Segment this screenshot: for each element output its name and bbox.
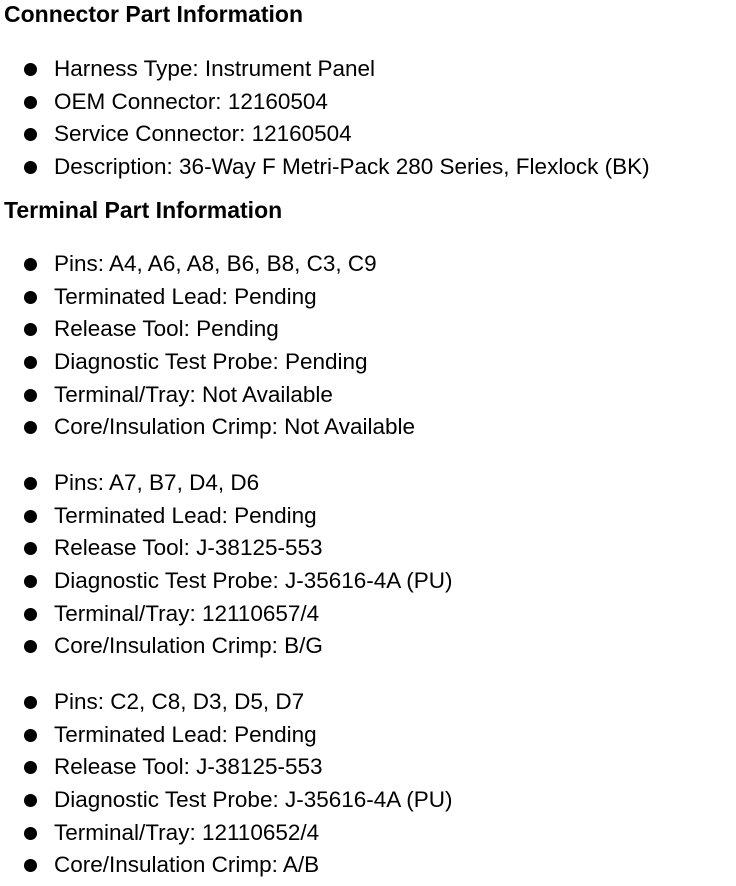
bullet-icon	[24, 96, 37, 109]
harness-type: Harness Type: Instrument Panel	[54, 56, 375, 81]
bullet-icon	[24, 258, 37, 271]
core-insulation-crimp: Core/Insulation Crimp: B/G	[54, 633, 323, 659]
terminal-tray: Terminal/Tray: 12110652/4	[54, 819, 320, 845]
bullet-icon	[24, 640, 37, 653]
bullet-icon	[24, 477, 37, 490]
bullet-icon	[24, 161, 37, 174]
bullet-icon	[24, 794, 37, 807]
oem-connector: OEM Connector: 12160504	[54, 88, 328, 114]
bullet-icon	[24, 389, 37, 402]
terminal-part-heading: Terminal Part Information	[4, 197, 283, 223]
terminated-lead: Terminated Lead: Pending	[54, 721, 317, 747]
bullet-icon	[24, 356, 37, 369]
release-tool: Release Tool: J-38125-553	[54, 754, 323, 780]
terminal-tray: Terminal/Tray: 12110657/4	[54, 600, 320, 626]
terminal-tray: Terminal/Tray: Not Available	[54, 381, 333, 407]
pins: Pins: C2, C8, D3, D5, D7	[54, 689, 305, 714]
diagnostic-test-probe: Diagnostic Test Probe: J-35616-4A (PU)	[54, 787, 453, 813]
release-tool: Release Tool: J-38125-553	[54, 535, 323, 561]
bullet-icon	[24, 510, 37, 523]
pins: Pins: A7, B7, D4, D6	[54, 470, 260, 495]
bullet-icon	[24, 761, 37, 774]
release-tool: Release Tool: Pending	[54, 316, 279, 342]
service-connector: Service Connector: 12160504	[54, 121, 352, 147]
bullet-icon	[24, 608, 37, 621]
diagnostic-test-probe: Diagnostic Test Probe: J-35616-4A (PU)	[54, 568, 453, 594]
bullet-icon	[24, 542, 37, 555]
diagnostic-test-probe: Diagnostic Test Probe: Pending	[54, 349, 368, 375]
core-insulation-crimp: Core/Insulation Crimp: Not Available	[54, 414, 416, 440]
connector-part-heading: Connector Part Information	[4, 1, 304, 27]
bullet-icon	[24, 827, 37, 840]
bullet-icon	[24, 859, 37, 872]
bullet-icon	[24, 291, 37, 304]
core-insulation-crimp: Core/Insulation Crimp: A/B	[54, 852, 320, 878]
bullet-icon	[24, 421, 37, 434]
bullet-icon	[24, 63, 37, 76]
connector-description: Description: 36-Way F Metri-Pack 280 Series, Flexlock (BK)	[54, 154, 650, 180]
pins: Pins: A4, A6, A8, B6, B8, C3, C9	[54, 251, 377, 276]
bullet-icon	[24, 323, 37, 336]
bullet-icon	[24, 128, 37, 141]
bullet-icon	[24, 696, 37, 709]
bullet-icon	[24, 575, 37, 588]
bullet-icon	[24, 729, 37, 742]
terminated-lead: Terminated Lead: Pending	[54, 502, 317, 528]
terminated-lead: Terminated Lead: Pending	[54, 283, 317, 309]
